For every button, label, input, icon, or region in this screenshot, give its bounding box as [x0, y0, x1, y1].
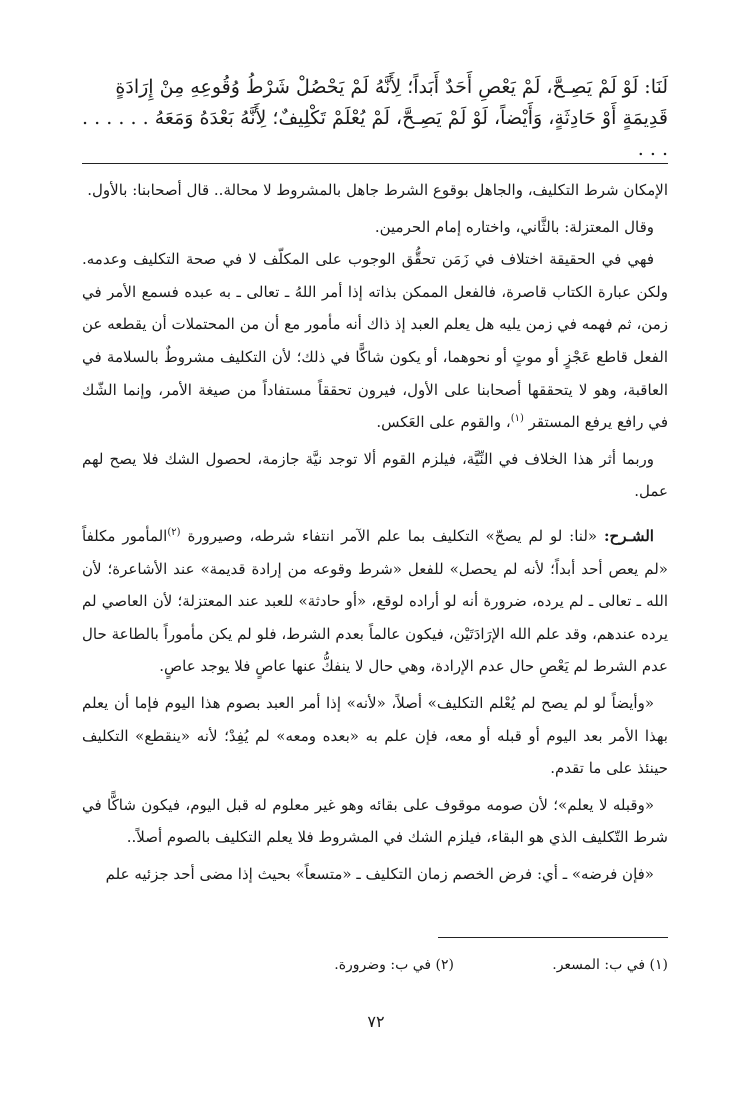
paragraph-3-text-a: فهي في الحقيقة اختلاف في زَمَن تحقُّق الوجوب على المكلّف لا في صحة التكليف وعدمه. ولكن عبارة الكتاب قاصرة، فالفعل الممكن بذاته إذا أمر اللهُ ـ تعالى ـ به عبده فسمع الأمر في زمن، ثم فهمه في زمن يليه هل يعلم العبد إذ ذاك أنه مأمور مع أن من المحتملات أن يقطعه عن الفعل قاطع عَجْزٍ أو موتٍ أو نحوهما، أو يكون شاكًّا في ذلك؛ لأن التكليف مشروطٌ بالسلامة في العاقبة، وهو لا يتحققها أصحابنا على الأول، فيرون تحققاً مستفاداً من صيغة الأمر، وإنما الشّك في رافع يرفع المستقر	[82, 250, 668, 432]
header-rule	[82, 163, 668, 164]
paragraph-7: «وقبله لا يعلم»؛ لأن صومه موقوف على بقائه وهو غير معلوم له قبل اليوم، فيكون شاكًّا في شرط التّكليف الذي هو البقاء، فيلزم الشك في المشروط فلا يعلم التكليف بالصوم أصلاً..	[82, 795, 668, 847]
footnote-ref-2: (٢)	[167, 526, 181, 538]
paragraph-6: «وأيضاً لو لم يصح لم يُعْلم التكليف» أصلاً، «لأنه» إذا أمر العبد بصوم هذا اليوم فإما أن يعلم بهذا الأمر بعد اليوم أو قبله أو معه، فإن علم به «بعده ومعه» لم يُفِدْ؛ لأنه «ينقطع» التكليف حينئذ على ما تقدم.	[82, 693, 668, 778]
paragraph-5-text-b: المأمور مكلفاً «لم يعص أحد أبداً؛ لأنه لم يحصل» للفعل «شرط وقوعه من إرادة قديمة» عند الأشاعرة؛ لأن الله ـ تعالى ـ لم يرده، ضرورة أنه لو أراده لوقع، «أو حادثة» للعبد عند المعتزلة؛ لأن العاصي لم يرده عندهم، وقد علم الله الإرَادَتَيْن، فيكون عالماً بعدم الشرط، فلو لم يكن مأموراً بالطاعة حال عدم الشرط لم يَعْصِ حال عدم الإرادة، وهي حال لا ينفكُّ عنها عاصٍ فلا يوجد عاصٍ.	[82, 526, 668, 676]
matn-text	[82, 72, 668, 165]
footnote-ref-1: (١)	[510, 413, 524, 425]
paragraph-1: الإمكان شرط التكليف، والجاهل بوقوع الشرط جاهل بالمشروط لا محالة.. قال أصحابنا: بالأول.	[87, 181, 668, 199]
paragraph-5	[82, 520, 668, 683]
matn-line-2: قَدِيمَةٍ أَوْ حَادِثَةٍ، وَأَيْضاً، لَوْ لَمْ يَصِـحَّ، لَمْ يُعْلَمْ تَكْلِيفٌ؛ لِأَنَّهُ بَعْدَهُ وَمَعَهُ . . . . . . . . .	[82, 107, 668, 160]
paragraph-3-text-b: ، والقوم على العَكس.	[376, 413, 511, 432]
paragraph-8: «فإن فرضه» ـ أي: فرض الخصم زمان التكليف ـ «متسعاً» بحيث إذا مضى أحد جزئيه علم	[105, 864, 654, 883]
footnote-2: (٢) في ب: وضرورة.	[334, 957, 454, 973]
paragraph-2: وقال المعتزلة: بالثَّاني، واختاره إمام الحرمين.	[374, 217, 654, 236]
paragraph-5-text-a: «لنا: لو لم يصحّ» التكليف بما علم الآمر انتفاء شرطه، وصيرورة	[187, 526, 598, 545]
sharh-label: الشـرح:	[603, 526, 654, 545]
footnote-rule	[438, 937, 668, 938]
footnote-1: (١) في ب: المسعر.	[552, 957, 668, 973]
page-number: ٧٢	[367, 1012, 385, 1031]
footnotes	[240, 955, 668, 975]
paragraph-4: وربما أثر هذا الخلاف في النِّيَّة، فيلزم القوم ألا توجد نيَّة جازمة، لحصول الشك فلا يصح لهم عمل.	[82, 449, 668, 501]
paragraph-3	[82, 243, 668, 439]
commentary-body	[82, 174, 668, 890]
matn-line-1: لَنَا: لَوْ لَمْ يَصِـحَّ، لَمْ يَعْصِ أَحَدٌ أَبَداً؛ لِأَنَّهُ لَمْ يَحْصُلْ شَرْطُ وُقُوعِهِ مِنْ إِرَادَةٍ	[115, 76, 668, 98]
